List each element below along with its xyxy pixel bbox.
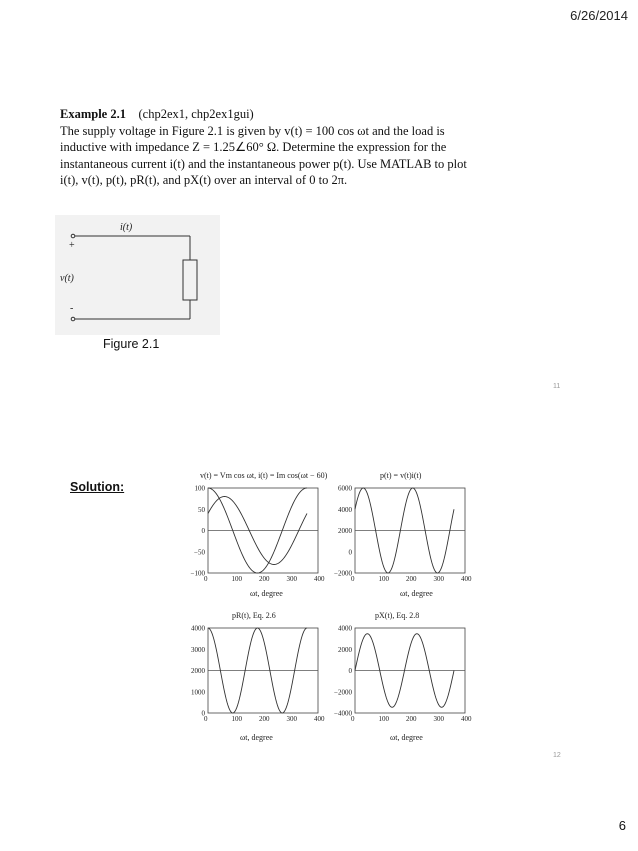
y-tick-label: 4000 (338, 505, 352, 514)
x-tick-label: 400 (461, 575, 472, 583)
date: 6/26/2014 (570, 8, 628, 23)
voltage-label: v(t) (60, 273, 74, 284)
y-tick-label: −2000 (334, 569, 352, 578)
x-tick-label: 100 (231, 715, 242, 723)
example-title: Example 2.1 (60, 107, 126, 121)
x-tick-label: 400 (314, 575, 325, 583)
plot-xlabel-p: ωt, degree (400, 589, 433, 598)
y-tick-label: 0 (348, 548, 352, 557)
x-tick-label: 200 (259, 575, 270, 583)
y-tick-label: 0 (348, 667, 352, 675)
x-tick-label: 100 (378, 715, 389, 723)
x-tick-label: 0 (351, 715, 355, 723)
x-tick-label: 200 (259, 715, 270, 723)
x-tick-label: 300 (286, 715, 297, 723)
x-tick-label: 300 (286, 575, 297, 583)
x-tick-label: 300 (433, 715, 444, 723)
y-tick-label: 2000 (338, 645, 352, 654)
x-tick-label: 300 (433, 575, 444, 583)
y-tick-label: −4000 (334, 709, 352, 718)
y-tick-label: 6000 (338, 484, 352, 493)
plot-title-px: pX(t), Eq. 2.8 (375, 611, 420, 620)
slide-number-12: 12 (553, 752, 561, 759)
y-tick-label: 0 (201, 527, 205, 535)
circuit-background (55, 215, 220, 335)
x-tick-label: 0 (351, 575, 355, 583)
y-tick-label: 0 (201, 709, 205, 718)
solution-label: Solution: (70, 480, 125, 494)
plot-title-pr: pR(t), Eq. 2.6 (232, 611, 276, 620)
x-tick-label: 0 (204, 575, 208, 583)
solution-plots (180, 468, 480, 743)
y-tick-label: −50 (194, 548, 205, 557)
x-tick-label: 400 (461, 715, 472, 723)
figure-caption: Figure 2.1 (103, 337, 160, 351)
y-tick-label: 2000 (191, 667, 205, 675)
x-tick-label: 100 (378, 575, 389, 583)
plot-xlabel-vi: ωt, degree (250, 589, 283, 598)
minus-sign: - (70, 303, 74, 314)
plot-xlabel-pr: ωt, degree (240, 733, 273, 742)
example-files: (chp2ex1, chp2ex1gui) (138, 107, 254, 121)
x-tick-label: 100 (231, 575, 242, 583)
y-tick-label: 4000 (338, 624, 352, 633)
current-label: i(t) (120, 222, 133, 233)
y-tick-label: 100 (194, 484, 205, 493)
slide-number-11: 11 (553, 383, 561, 390)
page-number: 6 (618, 818, 626, 833)
plot-xlabel-px: ωt, degree (390, 733, 423, 742)
plot-title-vi: v(t) = Vm cos ωt, i(t) = Im cos(ωt − 60) (200, 471, 328, 480)
x-tick-label: 400 (314, 715, 325, 723)
plot-title-p: p(t) = v(t)i(t) (380, 471, 422, 480)
y-tick-label: 1000 (191, 688, 205, 697)
x-tick-label: 200 (406, 575, 417, 583)
y-tick-label: −2000 (334, 688, 352, 697)
y-tick-label: 2000 (338, 527, 352, 535)
x-tick-label: 200 (406, 715, 417, 723)
y-tick-label: −100 (190, 569, 205, 578)
example-block (60, 106, 480, 189)
x-tick-label: 0 (204, 715, 208, 723)
y-tick-label: 3000 (191, 645, 205, 654)
y-tick-label: 4000 (191, 624, 205, 633)
plus-sign: + (69, 240, 75, 251)
example-text: The supply voltage in Figure 2.1 is given by v(t) = 100 cos ωt and the load is inductive with impedance Z = 1.25∠60° Ω. Determine the expression for the instantaneous current i(t) and the instantaneous power p(t). Use MATLAB to plot i(t), v(t), p(t), pR(t), and pX(t) over an interval of 0 to 2π. (60, 123, 467, 187)
y-tick-label: 50 (198, 505, 205, 514)
circuit-diagram (55, 215, 220, 335)
